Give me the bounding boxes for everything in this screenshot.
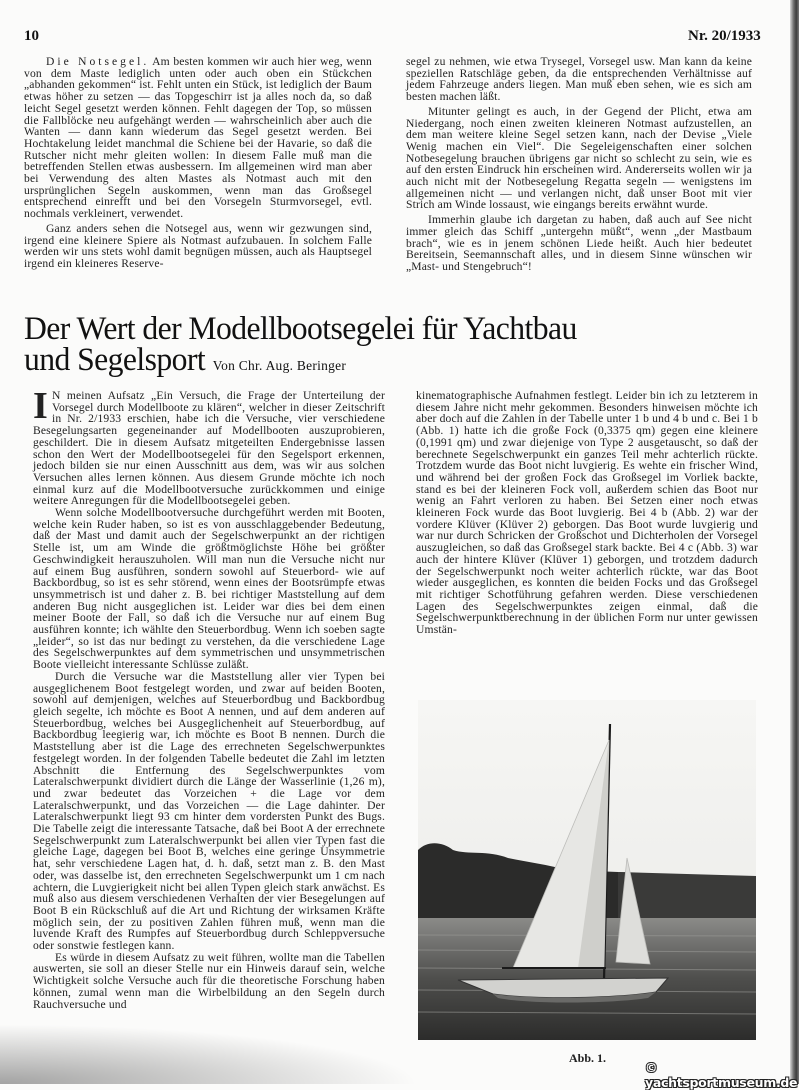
article-right-column	[416, 390, 758, 636]
paragraph: I N meinen Aufsatz „Ein Versuch, die Frage der Unterteilung der Vorsegel durch Modellboote zu klären“, welcher in dieser Zeitschrift in Nr. 2/1933 erschien, habe ich die Versuche, vier verschiedene Besegelungsarten gegeneinander auf Modellbooten auszuprobieren, geschildert. Die in diesem Aufsatz mitgeteilten Endergebnisse lassen schon den Wert der Modellbootsegelei für den Segelsport erkennen, jedoch bilden sie nur einen Ausschnitt aus dem, was wir aus solchen Versuchen alles lernen können. Aus diesem Grunde möchte ich noch einmal kurz auf die Modellbootversuche zurückkommen und einige weitere Anregungen für die Modellbootsegelei geben.	[33, 385, 385, 508]
byline: Von Chr. Aug. Beringer	[212, 359, 347, 374]
issue-number: Nr. 20/1933	[688, 28, 761, 44]
paragraph: Die Notsegel. Am besten kommen wir auch hier weg, wenn von dem Maste lediglich unten oder auch oben ein Stückchen „abhanden gekommen“ ist. Fehlt unten ein Stück, ist lediglich der Baum etwas höher zu setzen — das Topgeschirr ist ja alles noch da, so daß leicht Segel gesetzt werden können. Fehlt dagegen der Top, so müssen die Fallblöcke neu aufgehängt werden — wahrscheinlich aber auch die Wanten — dann kann wiederum das Segel gesetzt werden. Bei Hochtakelung leidet manchmal die Schiene bei der Havarie, so daß die Rutscher nicht mehr gleiten wollen: In diesem Falle muß man die betreffenden Stellen etwas ausbessern. Im allgemeinen wird man aber bei Verwendung des alten Mastes als Notmast auch mit den ursprünglichen Segeln auskommen, wenn man das Großsegel entsprechend einrefft und bei den Vorsegeln Sturmvorsegel, evtl. nochmals verkleinert, verwendet.	[24, 55, 372, 221]
prev-article-right-column	[406, 56, 752, 273]
title-line-2: und Segelsport	[24, 342, 206, 378]
paragraph: Mitunter gelingt es auch, in der Gegend der Plicht, etwa am Niedergang, noch einen zweiten kleineren Notmast aufzustellen, an dem man weitere kleine Segel setzen kann, nach der Devise „Viele Wenig machen ein Viel“. Die Segeleigenschaften einer solchen Notbesegelung brauchen übrigens gar nicht so schlecht zu sein, wie es auf den ersten Eindruck hin erscheinen wird. Andererseits wollen wir ja auch nicht mit der Notbesegelung Regatta segeln — wenigstens im allgemeinen nicht — und verlangen nicht, daß unser Boot mit vier Strich am Winde lossaust, wie eingangs bereits erwähnt wurde.	[406, 104, 752, 212]
scan-shadow	[0, 1024, 420, 1084]
article-title	[24, 311, 754, 382]
page-binding-edge	[790, 0, 799, 1084]
sailboat-photo	[418, 700, 756, 1040]
page-number: 10	[24, 28, 39, 44]
title-line-1: Der Wert der Modellbootsegelei für Yachtbau	[24, 311, 577, 347]
paragraph: Immerhin glaube ich dargetan zu haben, daß auch auf See nicht immer gleich das Schiff „untergehn müßt“, wenn „der Mastbaum brach“, wie es in jenem schönen Liede heißt. Auch hier bedeutet Bereitsein, Seemannschaft alles, und in diesem Sinne wünschen wir „Mast- und Stengebruch“!	[406, 213, 752, 273]
paragraph: Ganz anders sehen die Notsegel aus, wenn wir gezwungen sind, irgend eine kleinere Spiere als Notmast aufzubauen. In solchem Falle werden wir uns stets wohl damit begnügen müssen, auch als Hauptsegel irgend ein kleineres Reserve-	[24, 221, 372, 270]
figure-caption: Abb. 1.	[569, 1051, 607, 1065]
section-lead: Die Notsegel.	[46, 55, 150, 68]
sailboat-photo-icon	[418, 700, 756, 1040]
watermark: © yachtsportmuseum.de	[645, 1060, 798, 1090]
paragraph: Es würde in diesem Aufsatz zu weit führen, wollte man die Tabellen auswerten, sie soll an dieser Stelle nur ein Hinweis darauf sein, welche Wichtigkeit solche Versuche auch für die theoretische Forschung haben können, zumal wenn man die Wirbelbildung an den Segeln durch Rauchversuche und	[33, 950, 385, 1011]
paragraph: Wenn solche Modellbootversuche durchgeführt werden mit Booten, welche kein Ruder haben, so ist es von ausschlaggebender Bedeutung, daß der Mast und damit auch der Segelschwerpunkt an der richtigen Stelle ist, um am Winde die größtmöglichste Höhe bei größter Geschwindigkeit herauszuholen. Will man nun die Versuche nicht nur auf einem Bug ausführen, sondern sowohl auf Steuerbord- wie auf Backbordbug, so ist es sehr störend, wenn eines der Bootsrümpfe etwas unsymmetrisch ist und daher z. B. bei richtiger Maststellung auf dem anderen Bug nicht ausgeglichen ist. Leider war dies bei dem einen meiner Boote der Fall, so daß ich die Versuche nur auf einem Bug ausführen konnte; ich wählte den Steuerbordbug. Wenn ich soeben sagte „leider“, so ist das nur bedingt zu verstehen, da die verschiedene Lage des Segelschwerpunktes auf dem symmetrischen und unsymmetrischen Boote vielleicht interessante Schlüsse zuläßt.	[33, 506, 385, 672]
paragraph: Durch die Versuche war die Maststellung aller vier Typen bei ausgeglichenem Boot festgelegt worden, und zwar auf beiden Booten, sowohl auf demjenigen, welches auf Steuerbordbug und Backbordbug gleich segelte, ich möchte es Boot A nennen, und auf dem anderen auf Steuerbordbug, welches bei Ausgeglichenheit auf Steuerbordbug, auf Backbordbug leegierig war, ich möchte es Boot B nennen. Durch die Maststellung aber ist die Lage des errechneten Segelschwerpunktes festgelegt worden. In der folgenden Tabelle bedeutet die Zahl im letzten Abschnitt die Entfernung des Segelschwerpunktes vom Lateralschwerpunkt dividiert durch die Länge der Wasserlinie (1,26 m), und zwar bedeutet das Vorzeichen + die Lage vor dem Lateralschwerpunkt, und das Vorzeichen — die Lage dahinter. Der Lateralschwerpunkt liegt 93 cm hinter dem vordersten Punkt des Bugs. Die Tabelle zeigt die interessante Tatsache, daß bei Boot A der errechnete Segelschwerpunkt zum Lateralschwerpunkt bei allen vier Typen fast die gleiche Lage, dagegen bei Boot B, welches eine geringe Unsymmetrie hat, sehr verschiedene Lagen hat, d. h. daß, setzt man z. B. den Mast oder, was dasselbe ist, den errechneten Segelschwerpunkt um 1 cm nach achtern, die Luvgierigkeit nicht bei allen Typen gleich stark anwächst. Es muß also aus diesem verschiedenen Verhalten der vier Besegelungen auf Boot B ein Rückschluß auf die Art und Richtung der wirksamen Kräfte möglich sein, der zu positiven Zahlen führen muß, wenn man die luvende Kraft des Rumpfes auf Steuerbordbug durch Schleppversuche oder sonstwie festlegen kann.	[33, 669, 385, 953]
prev-article-left-column	[24, 56, 372, 270]
drop-cap: I	[33, 385, 48, 427]
article-left-column	[33, 385, 385, 1011]
paragraph: segel zu nehmen, wie etwa Trysegel, Vorsegel usw. Man kann da keine speziellen Ratschläge geben, da die entsprechenden Verhältnisse auf jedem Fahrzeuge anders liegen. Man muß eben sehen, wie es sich am besten machen läßt.	[406, 55, 752, 104]
paragraph: kinematographische Aufnahmen festlegt. Leider bin ich zu letzterem in diesem Jahre nicht mehr gekommen. Besonders hinweisen möchte ich aber doch auf die Zahlen in der Tabelle unter 1 b und 4 b und c. Bei 1 b (Abb. 1) hatte ich die große Fock (0,3375 qm) gegen eine kleinere (0,1991 qm) und zwar diejenige von Type 2 ausgetauscht, so daß der berechnete Segelschwerpunkt ein ganzes Teil mehr achterlich rückte. Trotzdem wurde das Boot nicht luvgierig. Es wehte ein frischer Wind, und während bei der großen Fock das Großsegel im Vorliek backte, stand es bei der kleineren Fock voll, außerdem schien das Boot nur wenig an Fahrt verloren zu haben. Bei Setzen einer noch etwas kleineren Fock wurde das Boot luvgierig. Bei 4 b (Abb. 2) war der vordere Klüver (Klüver 2) geborgen. Das Boot wurde luvgierig und war nur durch Schricken der Großschot und Dichterholen der Vorsegel auszugleichen, so daß das Großsegel stark backte. Bei 4 c (Abb. 3) war auch der hintere Klüver (Klüver 1) geborgen, und trotzdem dadurch der Segelschwerpunkt noch weiter achterlich rückte, war das Boot wieder ausgeglichen, es konnten die beiden Focks und das Großsegel mit richtiger Schotführung gefahren werden. Diese verschiedenen Lagen des Segelschwerpunktes zeigen einmal, daß die Segelschwerpunktberechnung in der üblichen Form nur unter gewissen Umstän-	[416, 389, 758, 637]
